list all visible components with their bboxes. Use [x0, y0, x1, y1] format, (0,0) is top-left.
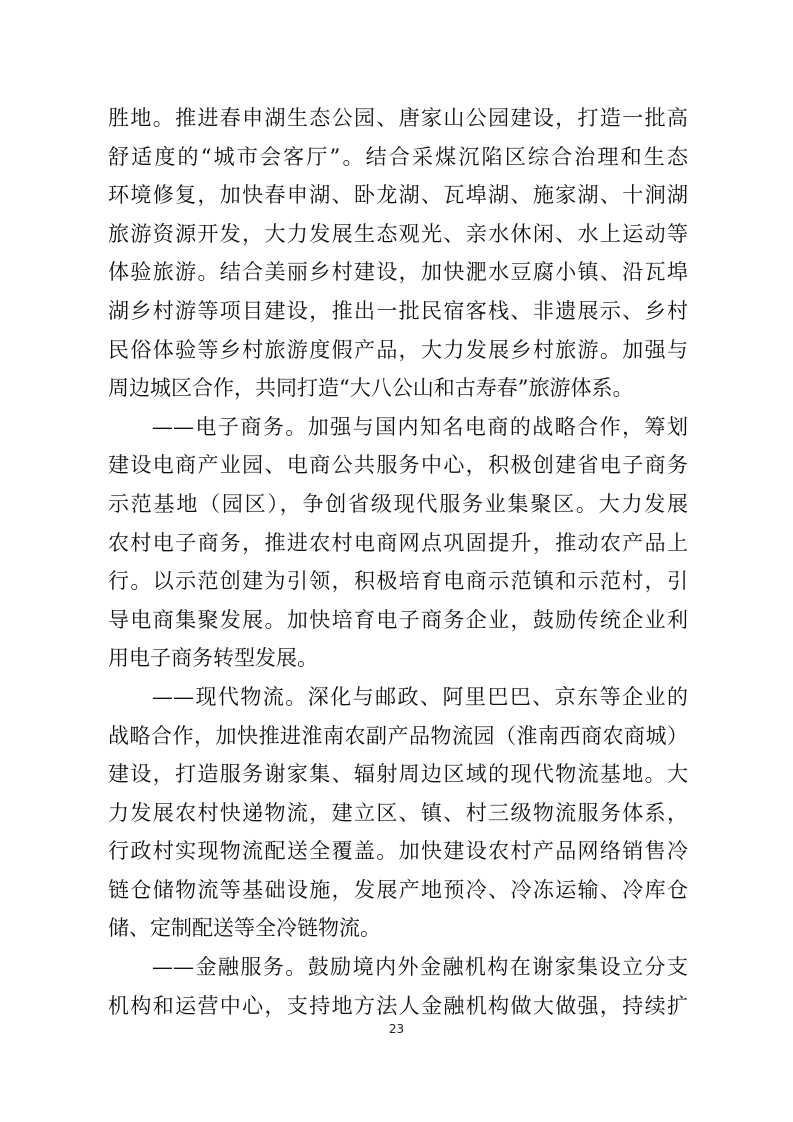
text-line: 储、定制配送等全冷链物流。 — [108, 916, 381, 941]
text-line: 舒适度的“城市会客厅”。结合采煤沉陷区综合治理和生态 — [108, 144, 688, 169]
paragraph-financial-services — [108, 948, 688, 1025]
paragraph-e-commerce — [108, 408, 688, 678]
text-line: 建设，打造服务谢家集、辐射周边区域的现代物流基地。大 — [108, 762, 688, 787]
text-line: 胜地。推进春申湖生态公园、唐家山公园建设，打造一批高 — [108, 106, 688, 130]
paragraph-tourism-continued — [108, 99, 688, 408]
text-line: 导电商集聚发展。加快培育电子商务企业，鼓励传统企业利 — [108, 607, 688, 632]
text-line: 体验旅游。结合美丽乡村建设，加快淝水豆腐小镇、沿瓦埠 — [108, 260, 688, 285]
page-number: 23 — [388, 1022, 405, 1036]
text-line: 力发展农村快递物流，建立区、镇、村三级物流服务体系， — [108, 800, 688, 825]
document-body — [108, 99, 688, 1025]
paragraph-modern-logistics — [108, 678, 688, 948]
text-line: 旅游资源开发，大力发展生态观光、亲水休闲、水上运动等 — [108, 221, 688, 246]
text-line: 行。以示范创建为引领，积极培育电商示范镇和示范村，引 — [108, 569, 688, 594]
text-line: ——电子商务。加强与国内知名电商的战略合作，筹划 — [152, 414, 688, 439]
text-line: 用电子商务转型发展。 — [108, 646, 318, 671]
text-line: 周边城区合作，共同打造“大八公山和古寿春”旅游体系。 — [108, 376, 634, 401]
text-line: ——金融服务。鼓励境内外金融机构在谢家集设立分支 — [152, 955, 688, 980]
text-line: 机构和运营中心，支持地方法人金融机构做大做强，持续扩 — [108, 993, 688, 1018]
text-line: 行政村实现物流配送全覆盖。加快建设农村产品网络销售冷 — [108, 839, 688, 864]
text-line: 示范基地（园区），争创省级现代服务业集聚区。大力发展 — [108, 491, 688, 516]
text-line: 战略合作，加快推进淮南农副产品物流园（淮南西商农商城） — [108, 723, 688, 748]
text-line: 环境修复，加快春申湖、卧龙湖、瓦埠湖、施家湖、十涧湖 — [108, 183, 688, 208]
text-line: ——现代物流。深化与邮政、阿里巴巴、京东等企业的 — [152, 684, 688, 709]
text-line: 链仓储物流等基础设施，发展产地预冷、冷冻运输、冷库仓 — [108, 877, 688, 902]
text-line: 湖乡村游等项目建设，推出一批民宿客栈、非遗展示、乡村 — [108, 298, 688, 323]
text-line: 建设电商产业园、电商公共服务中心，积极创建省电子商务 — [108, 453, 688, 478]
text-line: 农村电子商务，推进农村电商网点巩固提升，推动农产品上 — [108, 530, 688, 555]
text-line: 民俗体验等乡村旅游度假产品，大力发展乡村旅游。加强与 — [108, 337, 688, 362]
